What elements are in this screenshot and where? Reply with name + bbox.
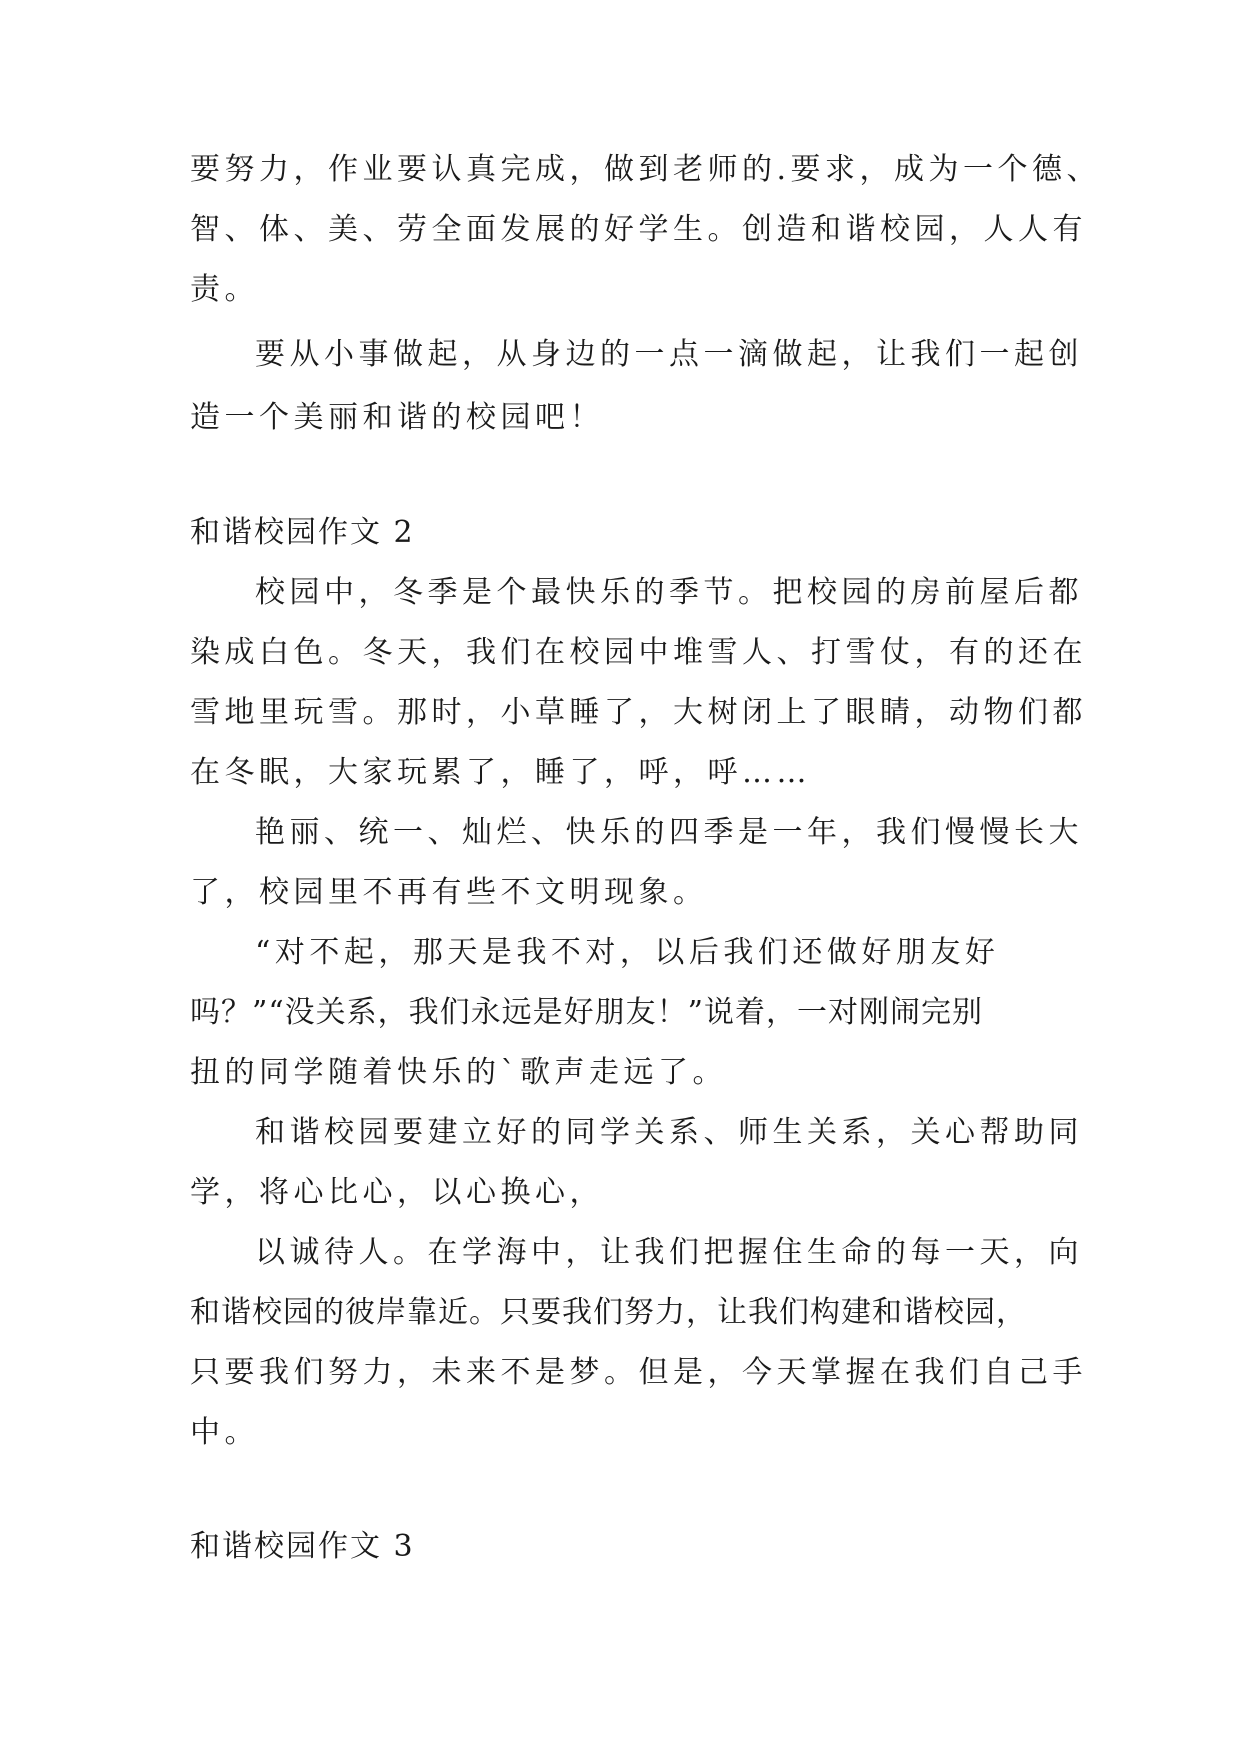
paragraph-7-line-2: 和谐校园的彼岸靠近。只要我们努力，让我们构建和谐校园， bbox=[190, 1295, 1027, 1330]
paragraph-1-line-3: 责。 bbox=[190, 272, 259, 307]
paragraph-1-line-1: 要努力，作业要认真完成，做到老师的.要求，成为一个德、 bbox=[190, 152, 1102, 187]
paragraph-4-line-1: 艳丽、统一、灿烂、快乐的四季是一年，我们慢慢长大 bbox=[255, 815, 1083, 850]
paragraph-6-line-1: 和谐校园要建立好的同学关系、师生关系，关心帮助同 bbox=[255, 1115, 1083, 1150]
paragraph-5-line-2: 吗？”“没关系，我们永远是好朋友！”说着，一对刚闹完别 bbox=[190, 995, 984, 1030]
paragraph-7-line-1: 以诚待人。在学海中，让我们把握住生命的每一天，向 bbox=[255, 1235, 1083, 1270]
paragraph-3-line-2: 染成白色。冬天，我们在校园中堆雪人、打雪仗，有的还在 bbox=[190, 635, 1087, 670]
paragraph-5-line-1: “对不起，那天是我不对，以后我们还做好朋友好 bbox=[255, 935, 1000, 970]
section-heading-2: 和谐校园作文 2 bbox=[190, 515, 415, 550]
paragraph-1-line-2: 智、体、美、劳全面发展的好学生。创造和谐校园，人人有 bbox=[190, 212, 1087, 247]
paragraph-5-line-3: 扭的同学随着快乐的`歌声走远了。 bbox=[190, 1055, 727, 1090]
paragraph-7-line-4: 中。 bbox=[190, 1415, 259, 1450]
paragraph-3-line-4: 在冬眠，大家玩累了，睡了，呼，呼…… bbox=[190, 755, 811, 790]
paragraph-3-line-3: 雪地里玩雪。那时，小草睡了，大树闭上了眼睛，动物们都 bbox=[190, 695, 1087, 730]
section-heading-3: 和谐校园作文 3 bbox=[190, 1529, 415, 1564]
paragraph-2-line-1: 要从小事做起，从身边的一点一滴做起，让我们一起创 bbox=[255, 337, 1083, 372]
paragraph-7-line-3: 只要我们努力，未来不是梦。但是，今天掌握在我们自己手 bbox=[190, 1355, 1087, 1390]
paragraph-2-line-2: 造一个美丽和谐的校园吧！ bbox=[190, 400, 604, 435]
paragraph-4-line-2: 了，校园里不再有些不文明现象。 bbox=[190, 875, 708, 910]
paragraph-6-line-2: 学，将心比心，以心换心， bbox=[190, 1175, 604, 1210]
paragraph-3-line-1: 校园中，冬季是个最快乐的季节。把校园的房前屋后都 bbox=[255, 575, 1083, 610]
